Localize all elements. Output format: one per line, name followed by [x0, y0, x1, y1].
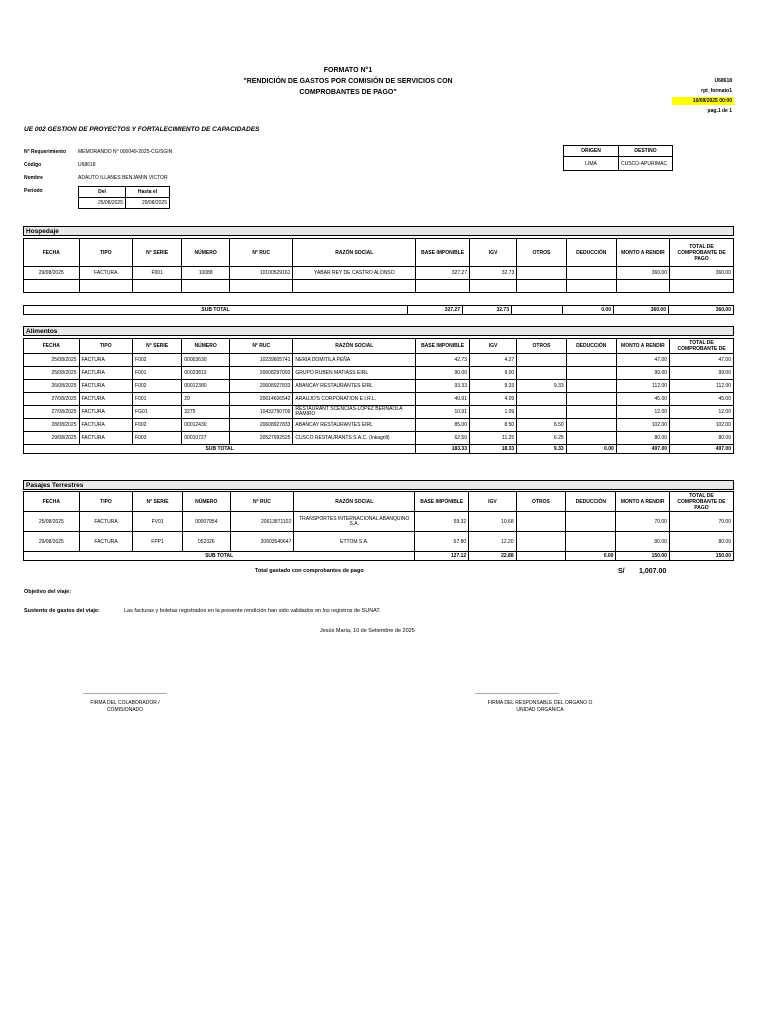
to-label: Hasta el: [126, 187, 170, 198]
alimentos-subtotal-cell: 9.33: [517, 445, 566, 454]
alimentos-cell: 20608927833: [230, 380, 293, 393]
right-signature-label1: FIRMA DEL RESPONSABLE DEL ORGANO O: [487, 700, 593, 706]
pasajes-subtotal-cell: 150.00: [669, 552, 733, 561]
hospedaje-col-header: MONTO A RENDIR: [616, 239, 669, 267]
section-pasajes-title: Pasajes Terrestres: [23, 480, 734, 490]
hospedaje-cell: [517, 267, 566, 280]
subtotal-label: SUB TOTAL: [24, 445, 416, 454]
from-value: 25/08/2025: [79, 198, 126, 209]
period-label: Periodo: [24, 188, 43, 194]
hospedaje-cell: 360.00: [670, 267, 734, 280]
alimentos-row: [24, 406, 734, 419]
alimentos-row: [24, 354, 734, 367]
hospedaje-cell: 10088: [182, 267, 230, 280]
left-signature-line: ______________________________: [83, 689, 167, 695]
from-label: Del: [79, 187, 126, 198]
alimentos-cell: 1.09: [469, 406, 516, 419]
pasajes-col-header: DEDUCCIÓN: [566, 492, 616, 512]
pasajes-cell: [566, 532, 616, 552]
alimentos-subtotal-cell: 183.33: [416, 445, 470, 454]
sustain-text: Las facturas y boletas registrados en la presente rendición han sido validados en los registros de SUNAT.: [124, 608, 381, 614]
alimentos-subtotal-cell: 0.00: [566, 445, 616, 454]
alimentos-cell: 112.00: [616, 380, 669, 393]
hospedaje-subtotal-cell: [512, 306, 563, 315]
period-table: [78, 186, 170, 209]
alimentos-cell: 29: [182, 393, 230, 406]
total-label: Total gastado con comprobantes de pago: [255, 568, 364, 574]
total-value: 1,007.00: [639, 568, 667, 575]
alimentos-cell: 25/08/2025: [24, 367, 80, 380]
alimentos-cell: FACTURA: [79, 393, 133, 406]
alimentos-cell: 9.33: [469, 380, 516, 393]
alimentos-subtotal-cell: 497.00: [616, 445, 669, 454]
alimentos-cell: 42.73: [416, 354, 470, 367]
pasajes-cell: 12.20: [469, 532, 516, 552]
alimentos-cell: F002: [133, 419, 182, 432]
hospedaje-subtotal-cell: 32.73: [463, 306, 512, 315]
alimentos-cell: FACTURA: [79, 432, 133, 445]
alimentos-cell: [566, 393, 616, 406]
alimentos-cell: ABANCAY RESTAURANTES EIRL: [293, 380, 416, 393]
alimentos-cell: 10.91: [416, 406, 470, 419]
alimentos-cell: [517, 367, 566, 380]
hospedaje-subtotal-cell: 327.27: [408, 306, 463, 315]
alimentos-cell: FG01: [133, 406, 182, 419]
hospedaje-subtotal-cell: 360.00: [669, 306, 734, 315]
alimentos-cell: 112.00: [670, 380, 734, 393]
alimentos-cell: 3275: [182, 406, 230, 419]
dest-value: CUSCO-APURIMAC: [619, 157, 673, 171]
user-code: U68618: [714, 78, 732, 84]
pasajes-cell: 80.00: [669, 532, 733, 552]
alimentos-cell: 8.50: [517, 419, 566, 432]
alimentos-cell: 27/08/2025: [24, 406, 80, 419]
pasajes-col-header: OTROS: [516, 492, 566, 512]
alimentos-cell: F002: [133, 380, 182, 393]
hospedaje-cell: 10100529161: [230, 267, 293, 280]
hospedaje-row: [24, 267, 734, 280]
alimentos-cell: 12.00: [670, 406, 734, 419]
left-signature-label1: FIRMA DEL COLABORADOR /: [90, 700, 160, 706]
alimentos-subtotal-cell: 497.00: [670, 445, 734, 454]
alimentos-cell: NERIA DOMITILA PEÑA: [293, 354, 416, 367]
pasajes-col-header: N° SERIE: [133, 492, 182, 512]
alimentos-cell: 00012380: [182, 380, 230, 393]
alimentos-table: [23, 338, 734, 454]
alimentos-subtotal-cell: 18.33: [469, 445, 516, 454]
hospedaje-cell: F001: [133, 267, 182, 280]
alimentos-cell: F001: [133, 367, 182, 380]
alimentos-col-header: DEDUCCIÓN: [566, 339, 616, 354]
form-title-line2: COMPROBANTES DE PAGO": [299, 89, 397, 96]
alimentos-cell: 10432790709: [230, 406, 293, 419]
alimentos-cell: [566, 406, 616, 419]
form-number: FORMATO N°1: [323, 67, 373, 74]
form-title-line1: "RENDICIÓN DE GASTOS POR COMISIÓN DE SERVICIOS CON: [243, 78, 453, 85]
pasajes-cell: 20613871102: [230, 512, 294, 532]
alimentos-cell: 47.00: [670, 354, 734, 367]
pasajes-cell: FV01: [133, 512, 182, 532]
alimentos-col-header: N° SERIE: [133, 339, 182, 354]
alimentos-col-header: MONTO A RENDIR: [616, 339, 669, 354]
objective-label: Objetivo del viaje:: [24, 589, 72, 595]
total-currency: S/: [618, 568, 625, 575]
name-label: Nombre: [24, 175, 43, 181]
hospedaje-subtotal-cell: 0.00: [563, 306, 614, 315]
alimentos-cell: 9.33: [517, 380, 566, 393]
alimentos-cell: ABANCAY RESTAURANTES EIRL: [293, 419, 416, 432]
alimentos-cell: 26/08/2025: [24, 380, 80, 393]
alimentos-col-header: NÚMERO: [182, 339, 230, 354]
pasajes-cell: [516, 512, 566, 532]
section-alimentos-title: Alimentos: [23, 326, 734, 336]
pasajes-cell: 70.00: [669, 512, 733, 532]
alimentos-cell: 00023813: [182, 367, 230, 380]
alimentos-cell: [517, 406, 566, 419]
alimentos-cell: F001: [133, 393, 182, 406]
pasajes-subtotal-cell: 150.00: [616, 552, 669, 561]
alimentos-cell: 47.00: [616, 354, 669, 367]
req-label: N° Requerimiento: [24, 149, 67, 155]
pasajes-col-header: RAZÓN SOCIAL: [294, 492, 415, 512]
alimentos-row: [24, 432, 734, 445]
place-date: Jesús María, 10 de Setiembre de 2025: [320, 628, 415, 634]
alimentos-subtotal-row: [24, 445, 734, 454]
pasajes-cell: 20603540647: [230, 532, 294, 552]
pasajes-cell: 052326: [182, 532, 230, 552]
alimentos-cell: 27/08/2025: [24, 393, 80, 406]
alimentos-cell: [566, 354, 616, 367]
alimentos-cell: 80.00: [670, 432, 734, 445]
alimentos-cell: 93.33: [416, 380, 470, 393]
alimentos-col-header: N° RUC: [230, 339, 293, 354]
alimentos-row: [24, 419, 734, 432]
hospedaje-col-header: BASE IMPONIBLE: [416, 239, 470, 267]
pasajes-col-header: N° RUC: [230, 492, 294, 512]
code-label: Código: [24, 162, 42, 168]
hospedaje-table: [23, 238, 734, 293]
hospedaje-col-header: TIPO: [79, 239, 133, 267]
alimentos-cell: [566, 419, 616, 432]
alimentos-col-header: IGV: [469, 339, 516, 354]
alimentos-cell: 00003630: [182, 354, 230, 367]
alimentos-cell: 00010727: [182, 432, 230, 445]
alimentos-cell: [566, 367, 616, 380]
alimentos-cell: 45.00: [670, 393, 734, 406]
hospedaje-subtotal-row: [24, 306, 734, 315]
origin-value: LIMA: [564, 157, 619, 171]
pasajes-subtotal-row: [24, 552, 734, 561]
hospedaje-col-header: NÚMERO: [182, 239, 230, 267]
alimentos-col-header: FECHA: [24, 339, 80, 354]
right-signature-line: ______________________________: [475, 689, 559, 695]
hospedaje-cell: 32.73: [469, 267, 516, 280]
alimentos-cell: 25/08/2025: [24, 354, 80, 367]
hospedaje-col-header: OTROS: [517, 239, 566, 267]
alimentos-cell: 4.09: [469, 393, 516, 406]
alimentos-cell: 62.50: [416, 432, 470, 445]
pasajes-cell: FACTURA: [79, 532, 133, 552]
alimentos-cell: [517, 393, 566, 406]
hospedaje-cell: FACTURA: [79, 267, 133, 280]
pasajes-cell: 25/08/2025: [24, 512, 80, 532]
alimentos-row: [24, 367, 734, 380]
alimentos-col-header: RAZÓN SOCIAL: [293, 339, 416, 354]
hospedaje-col-header: DEDUCCIÓN: [566, 239, 616, 267]
pasajes-cell: 10.68: [469, 512, 516, 532]
alimentos-cell: 102.00: [670, 419, 734, 432]
alimentos-col-header: TIPO: [79, 339, 133, 354]
alimentos-row: [24, 380, 734, 393]
subtotal-label: SUB TOTAL: [24, 552, 415, 561]
alimentos-cell: [566, 380, 616, 393]
alimentos-cell: RESTAURANT SCENCIAS-LOPEZ BERNAOLA RAMIRO: [293, 406, 416, 419]
pasajes-cell: ETTOM S.A.: [294, 532, 415, 552]
pasajes-cell: 80.00: [616, 532, 669, 552]
name-value: ADAUTO ILLANES BENJAMIN VICTOR: [78, 175, 168, 181]
alimentos-cell: F002: [133, 354, 182, 367]
hospedaje-col-header: N° SERIE: [133, 239, 182, 267]
hospedaje-cell: 360.00: [616, 267, 669, 280]
report-name: rpt_formato1: [701, 88, 732, 94]
to-value: 29/08/2025: [126, 198, 170, 209]
alimentos-cell: 12.00: [616, 406, 669, 419]
pasajes-subtotal-cell: [516, 552, 566, 561]
alimentos-col-header: OTROS: [517, 339, 566, 354]
alimentos-cell: 20614606542: [230, 393, 293, 406]
req-value: MEMORANDO N° 000049-2025-CG/SGIN: [78, 149, 173, 155]
page-number: pag.1 de 1: [707, 108, 732, 114]
alimentos-cell: 20608297093: [230, 367, 293, 380]
left-signature-label2: COMISIONADO: [106, 707, 144, 713]
pasajes-cell: 70.00: [616, 512, 669, 532]
hospedaje-subtotal-cell: 360.00: [614, 306, 669, 315]
alimentos-cell: ARAUJO'S CORPORATION E.I.R.L.: [293, 393, 416, 406]
alimentos-cell: FACTURA: [79, 367, 133, 380]
pasajes-subtotal-cell: 22.88: [469, 552, 516, 561]
hospedaje-col-header: FECHA: [24, 239, 80, 267]
dest-label: DESTINO: [619, 146, 673, 157]
hospedaje-subtotal-table: [23, 305, 734, 315]
hospedaje-cell: 29/08/2025: [24, 267, 80, 280]
alimentos-cell: 80.00: [616, 432, 669, 445]
alimentos-cell: 8.50: [469, 419, 516, 432]
hospedaje-col-header: IGV: [469, 239, 516, 267]
section-hospedaje-title: Hospedaje: [23, 226, 734, 236]
alimentos-cell: [566, 432, 616, 445]
alimentos-cell: 9.00: [469, 367, 516, 380]
pasajes-row: [24, 512, 734, 532]
alimentos-cell: 00012430: [182, 419, 230, 432]
alimentos-cell: 40.91: [416, 393, 470, 406]
pasajes-cell: 29/08/2025: [24, 532, 80, 552]
alimentos-cell: 90.00: [416, 367, 470, 380]
alimentos-cell: 99.00: [616, 367, 669, 380]
alimentos-cell: 11.25: [469, 432, 516, 445]
alimentos-cell: CUSCO RESTAURANTS S.A.C. (Inkagrill): [293, 432, 416, 445]
alimentos-cell: 10239605741: [230, 354, 293, 367]
pasajes-col-header: IGV: [469, 492, 516, 512]
alimentos-col-header: BASE IMPONIBLE: [416, 339, 470, 354]
pasajes-col-header: FECHA: [24, 492, 80, 512]
hospedaje-col-header: RAZÓN SOCIAL: [293, 239, 416, 267]
pasajes-cell: 00007954: [182, 512, 230, 532]
alimentos-cell: FACTURA: [79, 406, 133, 419]
hospedaje-cell: 327.27: [416, 267, 470, 280]
report-datetime: 10/09/2025 00:00: [672, 97, 734, 105]
pasajes-subtotal-cell: 0.00: [566, 552, 616, 561]
alimentos-cell: 4.27: [469, 354, 516, 367]
alimentos-cell: F003: [133, 432, 182, 445]
right-signature-label2: UNIDAD ORGANICA: [516, 707, 564, 713]
hospedaje-cell: YABAR REY DE CASTRO ALONSO: [293, 267, 416, 280]
pasajes-cell: 67.80: [415, 532, 469, 552]
alimentos-cell: 20527992525: [230, 432, 293, 445]
origin-dest-table: [563, 145, 673, 171]
pasajes-cell: [516, 532, 566, 552]
alimentos-cell: 6.25: [517, 432, 566, 445]
pasajes-col-header: TOTAL DE COMPROBANTE DE PAGO: [669, 492, 733, 512]
subtotal-label: SUB TOTAL: [24, 306, 408, 315]
pasajes-table: [23, 491, 734, 561]
alimentos-cell: 85.00: [416, 419, 470, 432]
sustain-label: Sustento de gastos del viaje:: [24, 608, 100, 614]
pasajes-col-header: NÚMERO: [182, 492, 230, 512]
alimentos-cell: FACTURA: [79, 354, 133, 367]
alimentos-cell: 102.00: [616, 419, 669, 432]
pasajes-cell: 59.32: [415, 512, 469, 532]
hospedaje-col-header: N° RUC: [230, 239, 293, 267]
pasajes-col-header: MONTO A RENDIR: [616, 492, 669, 512]
unit-name: UE 002 GESTION DE PROYECTOS Y FORTALECIMIENTO DE CAPACIDADES: [24, 126, 260, 133]
origin-label: ORIGEN: [564, 146, 619, 157]
alimentos-cell: [517, 354, 566, 367]
pasajes-col-header: BASE IMPONIBLE: [415, 492, 469, 512]
pasajes-cell: FPP1: [133, 532, 182, 552]
hospedaje-cell: [566, 267, 616, 280]
alimentos-col-header: TOTAL DE COMPROBANTE DE: [670, 339, 734, 354]
alimentos-cell: 29/08/2025: [24, 432, 80, 445]
pasajes-subtotal-cell: 127.12: [415, 552, 469, 561]
alimentos-cell: FACTURA: [79, 419, 133, 432]
code-value: U68618: [78, 162, 96, 168]
alimentos-row: [24, 393, 734, 406]
alimentos-cell: GRUPO RUBEN MATIASS EIRL: [293, 367, 416, 380]
pasajes-col-header: TIPO: [79, 492, 133, 512]
pasajes-cell: [566, 512, 616, 532]
hospedaje-col-header: TOTAL DE COMPROBANTE DE PAGO: [670, 239, 734, 267]
alimentos-cell: 28/08/2025: [24, 419, 80, 432]
alimentos-cell: 20608927833: [230, 419, 293, 432]
alimentos-cell: 45.00: [616, 393, 669, 406]
alimentos-cell: FACTURA: [79, 380, 133, 393]
pasajes-cell: TRANSPORTES INTERNACIONAL ABANQUINO S.A.: [294, 512, 415, 532]
pasajes-cell: FACTURA: [79, 512, 133, 532]
alimentos-cell: 99.00: [670, 367, 734, 380]
pasajes-row: [24, 532, 734, 552]
